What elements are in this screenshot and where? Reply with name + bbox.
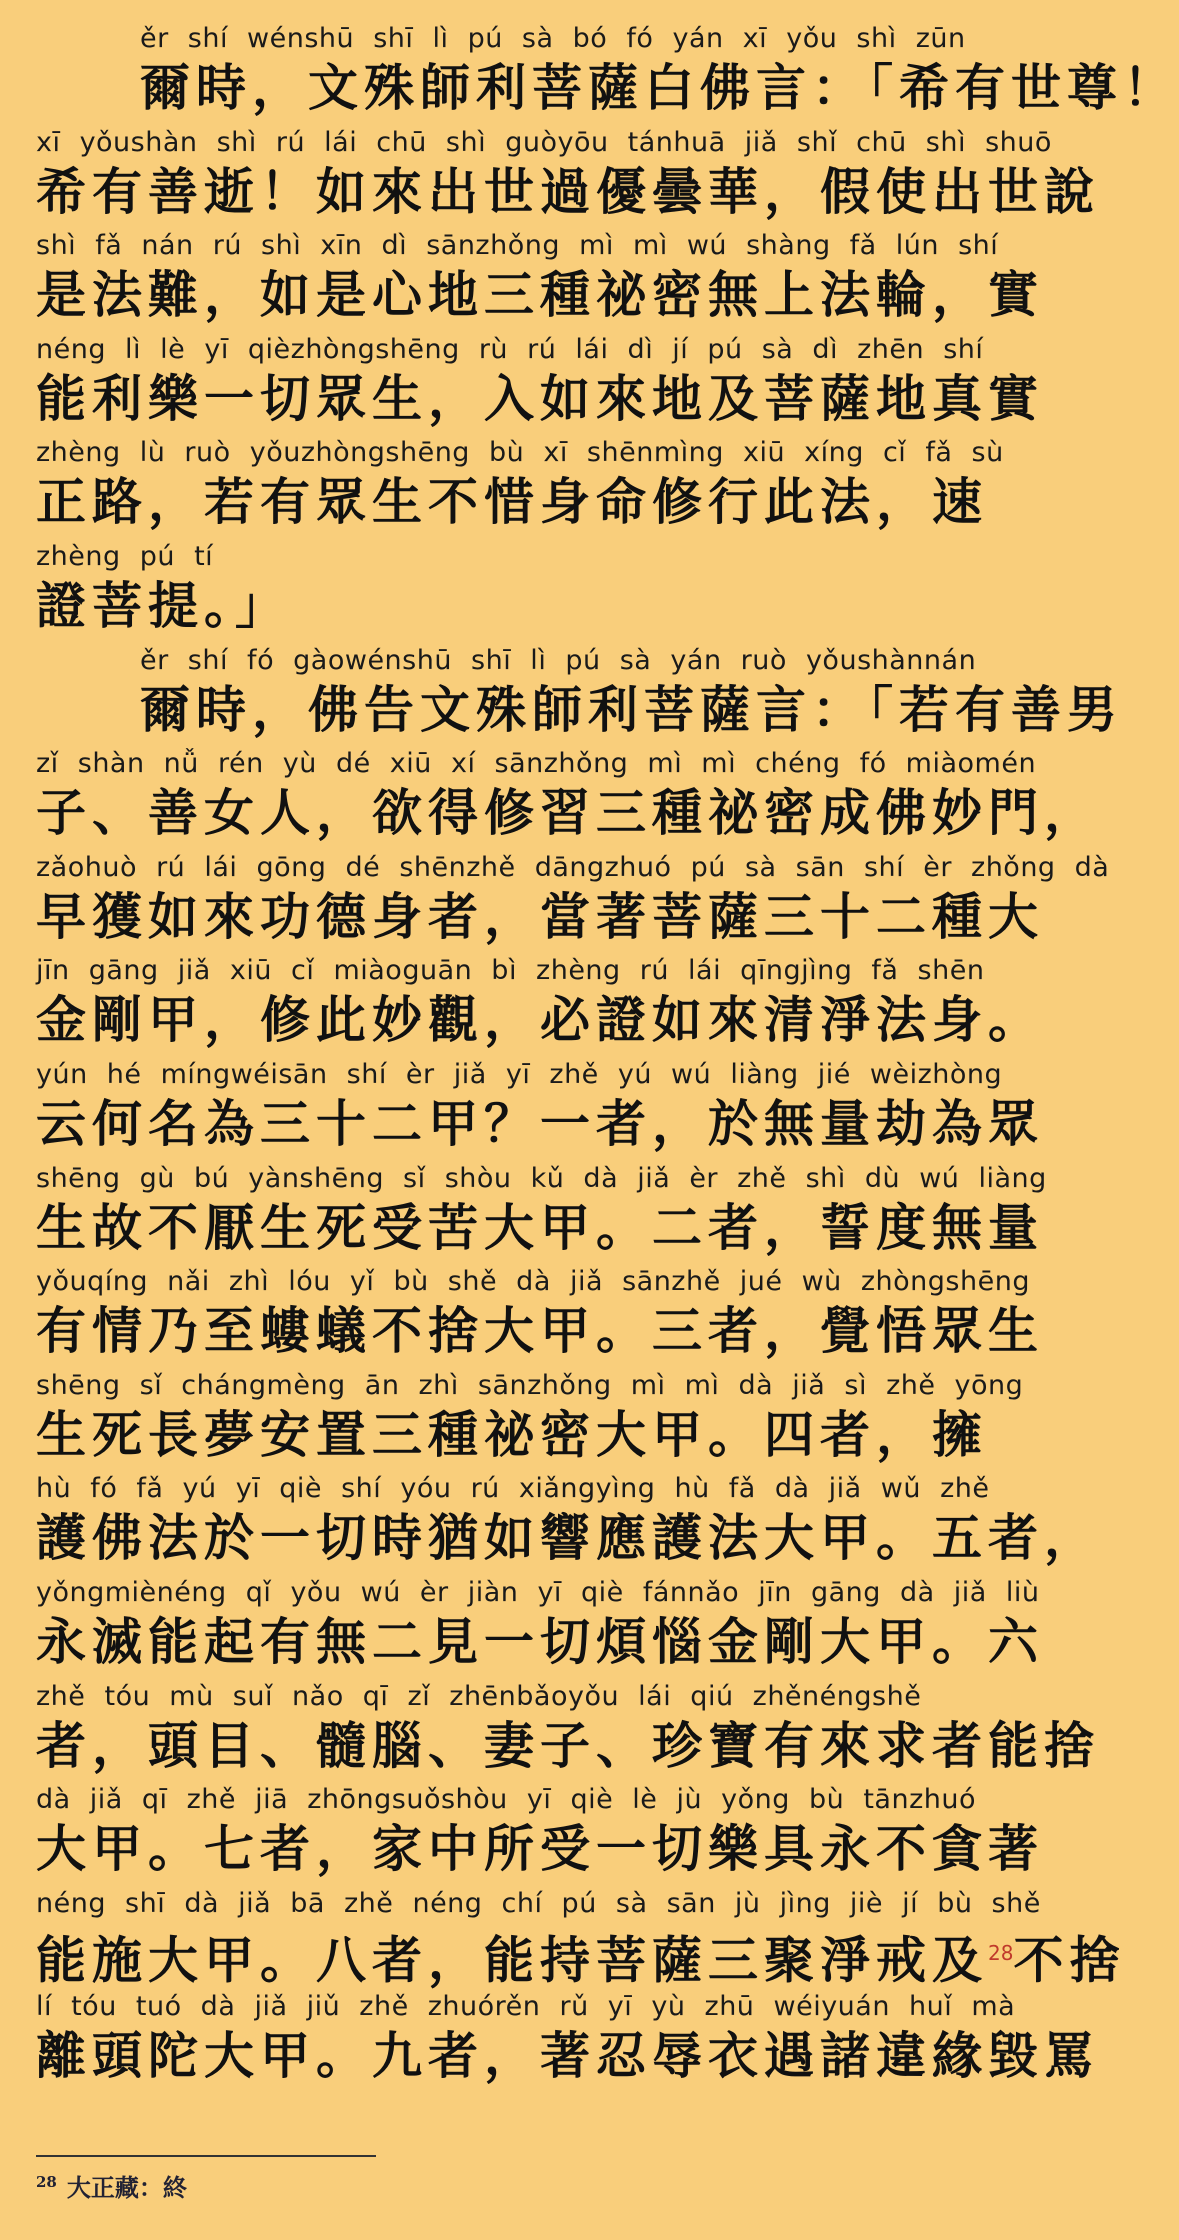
- text-line: [36, 1265, 1070, 1369]
- chinese-text: 離頭陀大甲。九者，著忍辱衣遇諸違緣毀罵: [36, 2027, 1100, 2086]
- text-line: [36, 1369, 1070, 1473]
- footnote: [36, 2168, 187, 2203]
- chinese-line: [36, 1714, 1100, 1778]
- footnote-divider: [36, 2155, 376, 2157]
- text-line: [140, 22, 1179, 126]
- chinese-line: [36, 781, 1100, 845]
- chinese-text: 有情乃至螻蟻不捨大甲。三者，覺悟眾生: [36, 1302, 1044, 1361]
- pinyin-line: shēng sǐ chángmèng ān zhì sānzhǒng mì mì dà jiǎ sì zhě yōng: [36, 1369, 1024, 1401]
- text-line: [36, 954, 1070, 1058]
- chinese-text: 生死長夢安置三種祕密大甲。四者，擁: [36, 1405, 988, 1464]
- pinyin-line: zhèng lù ruò yǒuzhòngshēng bù xī shēnmìng xiū xíng cǐ fǎ sù: [36, 437, 1004, 469]
- text-line: [36, 126, 1100, 230]
- text-line: [36, 436, 1070, 540]
- chinese-line: [36, 1196, 1070, 1260]
- chinese-text: 希有善逝！如來出世過優曇華，假使出世說: [36, 162, 1100, 221]
- chinese-text: 能施大甲。八者，能持菩薩三聚淨戒及: [36, 1931, 988, 1990]
- chinese-line: [36, 1817, 1070, 1881]
- text-line: [36, 1990, 1100, 2094]
- text-line: [36, 1162, 1070, 1266]
- pinyin-line: shēng gù bú yànshēng sǐ shòu kǔ dà jiǎ èr zhě shì dù wú liàng: [36, 1162, 1047, 1194]
- text-line: [36, 747, 1100, 851]
- pinyin-line: néng lì lè yī qièzhòngshēng rù rú lái dì jí pú sà dì zhēn shí: [36, 333, 984, 365]
- chinese-line: [36, 1403, 1070, 1467]
- text-line: [36, 1887, 1126, 1991]
- chinese-text: 早獲如來功德身者，當著菩薩三十二種大: [36, 887, 1044, 946]
- pinyin-line: zǐ shàn nǚ rén yù dé xiū xí sānzhǒng mì mì chéng fó miàomén: [36, 748, 1037, 780]
- chinese-line: [36, 885, 1070, 949]
- pinyin-line: dà jiǎ qī zhě jiā zhōngsuǒshòu yī qiè lè jù yǒng bù tānzhuó: [36, 1784, 976, 1816]
- pinyin-line: xī yǒushàn shì rú lái chū shì guòyōu tánhuā jiǎ shǐ chū shì shuō: [36, 126, 1052, 158]
- chinese-line: [36, 1299, 1070, 1363]
- pinyin-line: yún hé míngwéisān shí èr jiǎ yī zhě yú wú liàng jié wèizhòng: [36, 1059, 1003, 1090]
- text-line: [36, 333, 1070, 437]
- pinyin-line: ěr shí wénshū shī lì pú sà bó fó yán xī yǒu shì zūn: [140, 23, 966, 54]
- text-line: [36, 1576, 1070, 1680]
- chinese-line: [36, 160, 1100, 224]
- footnote-marker[interactable]: 28: [988, 1940, 1014, 1965]
- pinyin-line: shì fǎ nán rú shì xīn dì sānzhǒng mì mì wú shàng fǎ lún shí: [36, 230, 999, 262]
- chinese-line: [36, 1921, 1126, 1993]
- pinyin-line: zǎohuò rú lái gōng dé shēnzhě dāngzhuó pú sà sān shí èr zhǒng dà: [36, 851, 1110, 883]
- chinese-text: 能利樂一切眾生，入如來地及菩薩地真實: [36, 369, 1044, 428]
- pinyin-line: hù fó fǎ yú yī qiè shí yóu rú xiǎngyìng hù fǎ dà jiǎ wǔ zhě: [36, 1473, 990, 1505]
- text-line: [36, 229, 1070, 333]
- chinese-line: [36, 2024, 1100, 2088]
- chinese-line: [36, 1506, 1100, 1570]
- chinese-text: 正路，若有眾生不惜身命修行此法，速: [36, 473, 988, 532]
- chinese-text: 是法難，如是心地三種祕密無上法輪，實: [36, 266, 1044, 325]
- pinyin-line: lí tóu tuó dà jiǎ jiǔ zhě zhuórěn rǔ yī yù zhū wéiyuán huǐ mà: [36, 1991, 1016, 2023]
- chinese-text: 生故不厭生死受苦大甲。二者，誓度無量: [36, 1198, 1044, 1257]
- text-line: [140, 644, 1123, 748]
- pinyin-line: zhèng pú tí: [36, 541, 214, 572]
- pinyin-line: néng shī dà jiǎ bā zhě néng chí pú sà sān jù jìng jiè jí bù shě: [36, 1887, 1041, 1919]
- pinyin-line: zhě tóu mù suǐ nǎo qī zǐ zhēnbǎoyǒu lái qiú zhěnéngshě: [36, 1680, 922, 1712]
- text-line: [36, 851, 1110, 955]
- pinyin-line: yǒuqíng nǎi zhì lóu yǐ bù shě dà jiǎ sānzhě jué wù zhòngshēng: [36, 1266, 1030, 1298]
- chinese-line: [36, 1610, 1070, 1674]
- footnote-text: 大正藏：終: [66, 2173, 187, 2202]
- chinese-text: 大甲。七者，家中所受一切樂具永不貪著: [36, 1820, 1044, 1879]
- chinese-text-continued: 不捨: [1013, 1931, 1126, 1990]
- chinese-text: 者，頭目、髓腦、妻子、珍寶有來求者能捨: [36, 1716, 1100, 1775]
- chinese-text: 云何名為三十二甲？一者，於無量劫為眾: [36, 1095, 1044, 1153]
- text-line: [36, 1680, 1100, 1784]
- footnote-number: 28: [36, 2173, 57, 2191]
- pinyin-line: ěr shí fó gàowénshū shī lì pú sà yán ruò yǒushànnán: [140, 644, 977, 676]
- chinese-text: 子、善女人，欲得修習三種祕密成佛妙門，: [36, 784, 1100, 843]
- chinese-line: [36, 367, 1070, 431]
- chinese-text: 爾時，文殊師利菩薩白佛言：「希有世尊！: [140, 59, 1179, 117]
- chinese-line: [36, 574, 1070, 638]
- chinese-line: [140, 678, 1123, 742]
- text-line: [36, 1058, 1070, 1162]
- text-line: [36, 1472, 1100, 1576]
- chinese-text: 證菩提。」: [36, 577, 291, 635]
- chinese-line: [36, 988, 1070, 1052]
- chinese-line: [140, 56, 1179, 120]
- text-line: [36, 1783, 1070, 1887]
- pinyin-line: jīn gāng jiǎ xiū cǐ miàoguān bì zhèng rú lái qīngjìng fǎ shēn: [36, 955, 985, 987]
- chinese-text: 永滅能起有無二見一切煩惱金剛大甲。六: [36, 1613, 1044, 1671]
- chinese-line: [36, 470, 1070, 534]
- chinese-line: [36, 1092, 1070, 1156]
- pinyin-line: yǒngmiènéng qǐ yǒu wú èr jiàn yī qiè fánnǎo jīn gāng dà jiǎ liù: [36, 1577, 1040, 1608]
- chinese-text: 護佛法於一切時猶如響應護法大甲。五者，: [36, 1509, 1100, 1568]
- text-line: [36, 540, 1070, 644]
- chinese-line: [36, 263, 1070, 327]
- chinese-text: 金剛甲，修此妙觀，必證如來清淨法身。: [36, 991, 1044, 1050]
- chinese-text: 爾時，佛告文殊師利菩薩言：「若有善男: [140, 680, 1123, 739]
